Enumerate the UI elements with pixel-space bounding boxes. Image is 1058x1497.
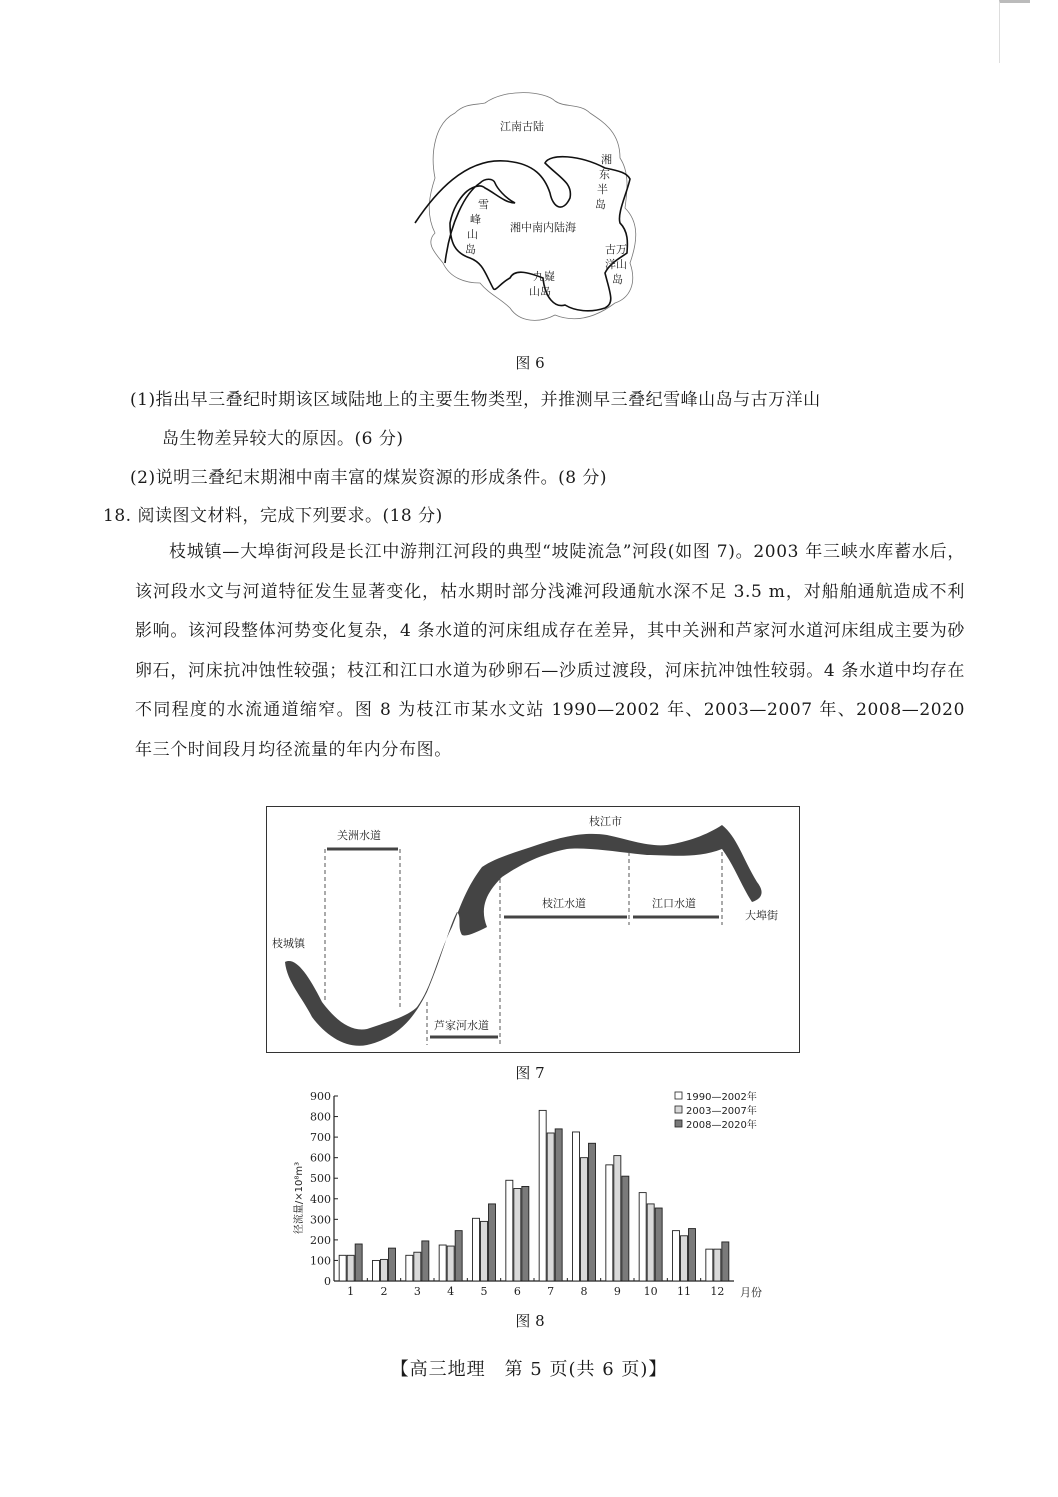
bar [581, 1158, 588, 1281]
x-tick-label: 6 [513, 1285, 521, 1298]
y-tick-label: 600 [310, 1151, 331, 1165]
y-tick-label: 800 [310, 1110, 331, 1124]
label-xuefeng: 雪 [478, 198, 489, 211]
bar [439, 1245, 446, 1281]
label-inland-sea: 湘中南内陆海 [510, 221, 576, 234]
y-tick-label: 400 [310, 1192, 331, 1206]
bar [339, 1255, 346, 1281]
bar [514, 1189, 521, 1282]
label-jiangkou-channel: 江口水道 [652, 897, 696, 910]
x-axis-label: 月份 [740, 1286, 762, 1299]
legend-entry: 1990—2002年 [686, 1092, 757, 1103]
page-footer: 【高三地理 第 5 页(共 6 页)】 [390, 1359, 668, 1380]
y-tick-label: 700 [310, 1131, 331, 1145]
y-tick-label: 200 [310, 1233, 331, 1247]
bar [589, 1143, 596, 1281]
bar [422, 1241, 429, 1281]
bar [722, 1242, 729, 1281]
bar [414, 1252, 421, 1281]
x-tick-label: 7 [547, 1285, 555, 1298]
figure-8-caption: 图 8 [515, 1312, 545, 1330]
x-tick-label: 9 [613, 1285, 621, 1298]
label-jiuyi: 山岛 [529, 285, 551, 298]
x-tick-label: 4 [447, 1285, 455, 1298]
scan-page-edge [999, 0, 1030, 63]
label-zhicheng-town: 枝城镇 [272, 937, 305, 950]
label-xiangdong: 岛 [595, 198, 606, 211]
bar [506, 1180, 513, 1281]
label-guwan: 岛 [612, 273, 623, 286]
bar [655, 1208, 662, 1281]
label-xiangdong: 东 [599, 168, 610, 181]
question-17-1-line1: (1)指出早三叠纪时期该区域陆地上的主要生物类型，并推测早三叠纪雪峰山岛与古万洋山 [130, 390, 821, 410]
legend-entry: 2008—2020年 [686, 1120, 757, 1131]
bar [673, 1231, 680, 1281]
bar [547, 1133, 554, 1281]
y-tick-label: 0 [324, 1275, 331, 1288]
bar [447, 1246, 454, 1281]
figure-6-map [405, 83, 655, 333]
question-17-1-line2: 岛生物差异较大的原因。(6 分) [162, 429, 404, 449]
question-18-title: 18. 阅读图文材料，完成下列要求。(18 分) [103, 506, 443, 526]
label-xuefeng: 峰 [470, 213, 481, 226]
y-tick-label: 300 [310, 1213, 331, 1227]
bar [614, 1156, 621, 1281]
bar [489, 1204, 496, 1281]
label-xiangdong: 湘 [601, 153, 612, 166]
bar [706, 1249, 713, 1281]
label-zhijiang-channel: 枝江水道 [542, 897, 586, 910]
x-tick-label: 1 [347, 1285, 355, 1298]
bar [681, 1236, 688, 1281]
x-tick-label: 5 [480, 1285, 488, 1298]
bar [555, 1129, 562, 1281]
bar [481, 1221, 488, 1281]
y-axis-label: 径流量/×10⁸m³ [294, 1161, 305, 1235]
x-tick-label: 3 [413, 1285, 421, 1298]
y-tick-label: 500 [310, 1172, 331, 1186]
bar [406, 1255, 413, 1281]
label-lujiahe-channel: 芦家河水道 [434, 1019, 489, 1032]
label-xiangdong: 半 [597, 183, 608, 196]
label-guwan: 洋山 [605, 258, 627, 271]
bar [573, 1132, 580, 1281]
x-tick-label: 11 [677, 1285, 691, 1298]
question-18-paragraph: 枝城镇—大埠街河段是长江中游荆江河段的典型“坡陡流急”河段(如图 7)。2003 年三峡水库蓄水后，该河段水文与河道特征发生显著变化，枯水期时部分浅滩河段通航水深不足 3.5 m，对船舶通航造成不利影响。该河段整体河势变化复杂，4 条水道的河床组成存在差异，其中关洲和芦家河水道河床组成主要为砂卵石，河床抗冲蚀性较强；枝江和江口水道为砂卵石—沙质过渡段，河床抗冲蚀性较弱。4 条水道中均存在不同程度的水流通道缩窄。图 8 为枝江市某水文站 1990—2002 年、2003—2007 年、2008—2020 年三个时间段月均径流量的年内分布图。 [135, 542, 965, 760]
x-tick-label: 2 [380, 1285, 388, 1298]
bar [714, 1249, 721, 1281]
bar [389, 1248, 396, 1281]
label-zhijiang-city: 枝江市 [589, 815, 622, 828]
legend-entry: 2003—2007年 [686, 1106, 757, 1117]
label-guwan: 古万 [605, 243, 627, 256]
bar [347, 1255, 354, 1281]
bar [355, 1244, 362, 1281]
bar [622, 1176, 629, 1281]
x-tick-label: 10 [643, 1285, 658, 1298]
label-xuefeng: 山 [467, 228, 478, 241]
question-17-2: (2)说明三叠纪末期湘中南丰富的煤炭资源的形成条件。(8 分) [130, 468, 608, 488]
y-tick-label: 900 [310, 1090, 331, 1103]
bar [689, 1229, 696, 1281]
y-tick-label: 100 [310, 1254, 331, 1268]
figure-7-river-map [266, 806, 800, 1053]
bar [522, 1186, 529, 1281]
chart-legend [675, 1090, 757, 1131]
figure-6-caption: 图 6 [515, 354, 545, 372]
bar [473, 1218, 480, 1281]
bar [381, 1259, 388, 1281]
bar [455, 1231, 462, 1281]
label-jiuyi: 九嶷 [533, 270, 555, 283]
x-tick-label: 12 [710, 1285, 725, 1298]
x-tick-label: 8 [580, 1285, 588, 1298]
bar [606, 1165, 613, 1281]
figure-7-caption: 图 7 [515, 1064, 545, 1082]
bar [647, 1204, 654, 1281]
figure-8-bar-chart [290, 1088, 780, 1303]
bar [373, 1260, 380, 1281]
label-guanzhou-channel: 关洲水道 [337, 829, 381, 842]
bar [539, 1110, 546, 1281]
label-dabu-street: 大埠街 [745, 909, 778, 922]
bar [639, 1193, 646, 1281]
label-jiangnan-ancient-land: 江南古陆 [500, 120, 544, 133]
label-xuefeng: 岛 [465, 243, 476, 256]
